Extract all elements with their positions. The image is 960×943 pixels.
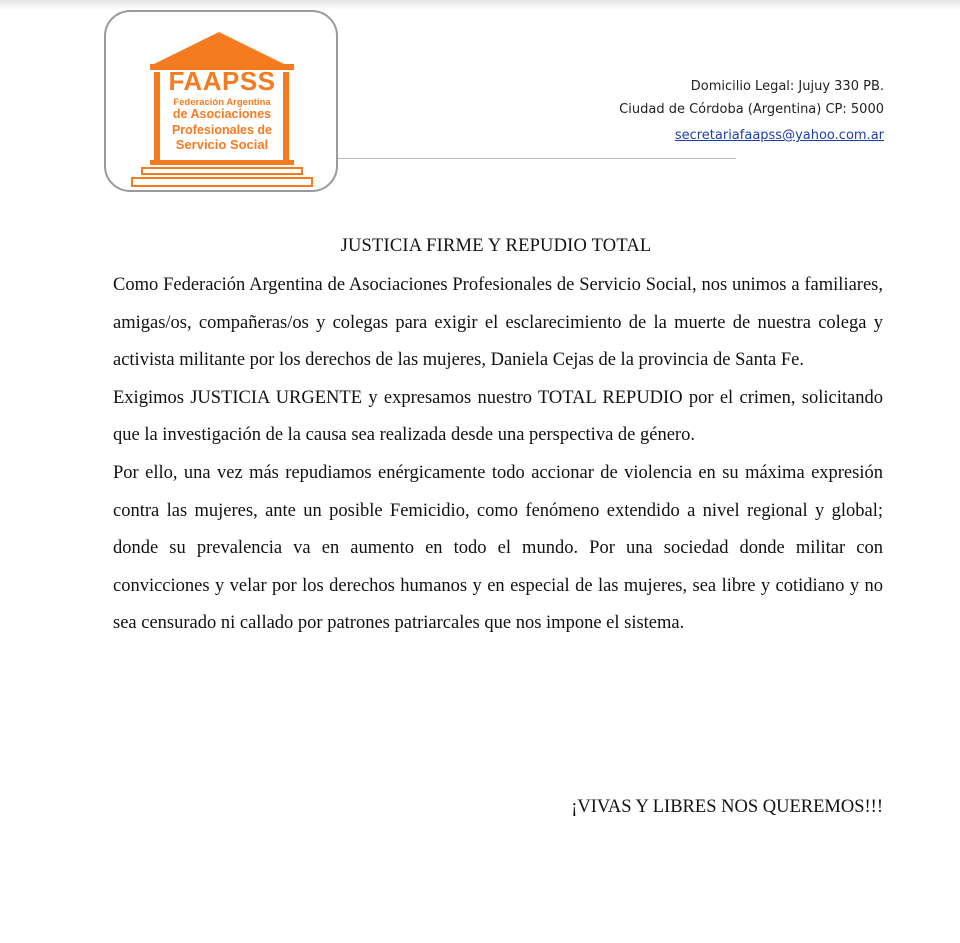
logo-name-line: Federación Argentina bbox=[173, 97, 271, 108]
legal-address bbox=[619, 75, 884, 121]
address-line: Ciudad de Córdoba (Argentina) CP: 5000 bbox=[619, 102, 884, 117]
document-title: JUSTICIA FIRME Y REPUDIO TOTAL bbox=[340, 236, 652, 256]
logo-acronym: FAAPSS bbox=[168, 66, 276, 96]
body-paragraph: Como Federación Argentina de Asociaciones Profesionales de Servicio Social, nos unimos a familiares, amigas/os, compañeras/os y colegas para exigir el esclarecimiento de la muerte de nuestra colega y activista militante por los derechos de las mujeres, Daniela Cejas de la provincia de Santa Fe. bbox=[113, 275, 883, 371]
logo-name-line: Profesionales de bbox=[171, 123, 273, 137]
body-paragraph: Por ello, una vez más repudiamos enérgicamente todo accionar de violencia en su máxima expresión contra las mujeres, ante un posible Femicidio, como fenómeno extendido a nivel regional y global; donde su prevalencia va en aumento en todo el mundo. Por una sociedad donde militar con convicciones y velar por los derechos humanos y en especial de las mujeres, sea libre y cotidiano y no sea censurado ni callado por patrones patriarcales que nos impone el sistema. bbox=[113, 462, 883, 634]
closing-slogan: ¡VIVAS Y LIBRES NOS QUEREMOS!!! bbox=[571, 797, 883, 817]
email-link[interactable]: secretariafaapss@yahoo.com.ar bbox=[674, 128, 884, 143]
body-paragraph: Exigimos JUSTICIA URGENTE y expresamos nuestro TOTAL REPUDIO por el crimen, solicitando que la investigación de la causa sea realizada desde una perspectiva de género. bbox=[113, 387, 883, 446]
logo-name-line: de Asociaciones bbox=[172, 107, 272, 121]
address-line: Domicilio Legal: Jujuy 330 PB. bbox=[690, 79, 884, 94]
header-divider bbox=[338, 158, 736, 159]
logo-name-line: Servicio Social bbox=[175, 137, 269, 152]
document-body bbox=[113, 267, 883, 643]
